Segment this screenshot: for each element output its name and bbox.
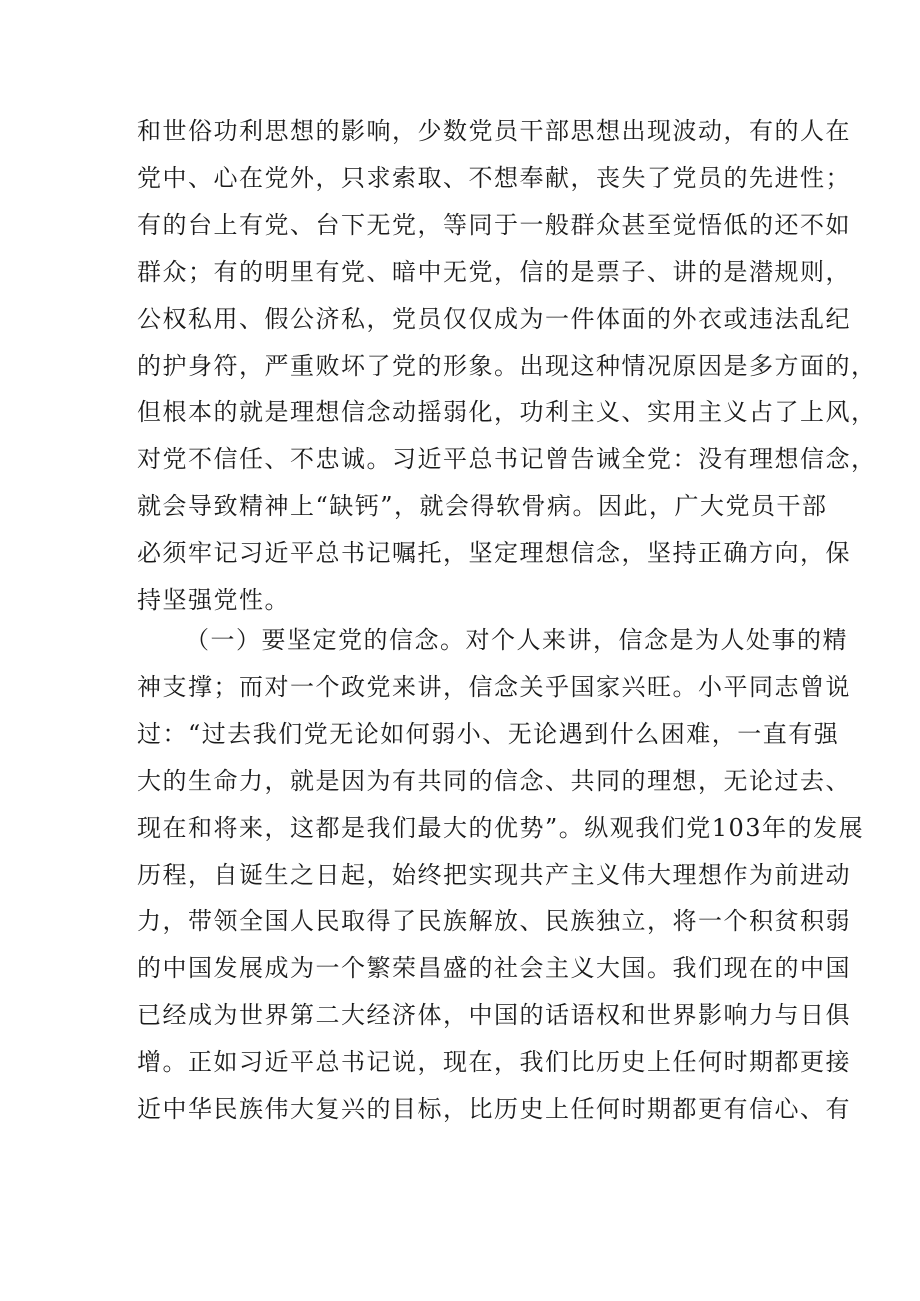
text-line: 必须牢记习近平总书记嘱托，坚定理想信念，坚持正确方向，保: [137, 539, 851, 568]
text-line: 党中、心在党外，只求索取、不想奉献，丧失了党员的先进性；: [137, 163, 851, 192]
text-line: 的护身符，严重败坏了党的形象。出现这种情况原因是多方面的，: [137, 351, 877, 380]
text-line: 公权私用、假公济私，党员仅仅成为一件体面的外衣或违法乱纪: [137, 304, 851, 333]
text-line: 力，带领全国人民取得了民族解放、民族独立，将一个积贫积弱: [137, 907, 851, 936]
text-line: （一）要坚定党的信念。对个人来讲，信念是为人处事的精: [185, 626, 848, 654]
body-paragraph-1: [137, 108, 877, 624]
text-line: 就会导致精神上“缺钙”，就会得软骨病。因此，广大党员干部: [137, 492, 828, 521]
body-paragraph-2: [137, 617, 865, 1133]
text-line: 对党不信任、不忠诚。习近平总书记曾告诫全党：没有理想信念，: [137, 445, 877, 474]
text-line: 和世俗功利思想的影响，少数党员干部思想出现波动，有的人在: [137, 117, 851, 145]
text-line: 持坚强党性。: [137, 586, 290, 615]
text-line: 已经成为世界第二大经济体，中国的话语权和世界影响力与日俱: [137, 1001, 851, 1030]
text-line: 神支撑；而对一个政党来讲，信念关乎国家兴旺。小平同志曾说: [137, 672, 851, 701]
text-line: 大的生命力，就是因为有共同的信念、共同的理想，无论过去、: [137, 766, 851, 795]
text-line: 群众；有的明里有党、暗中无党，信的是票子、讲的是潜规则，: [137, 257, 851, 286]
text-line: 有的台上有党、台下无党，等同于一般群众甚至觉悟低的还不如: [137, 210, 851, 239]
text-line: 过：“过去我们党无论如何弱小、无论遇到什么困难，一直有强: [137, 719, 840, 748]
text-line: 历程，自诞生之日起，始终把实现共产主义伟大理想作为前进动: [137, 860, 851, 889]
text-line: 的中国发展成为一个繁荣昌盛的社会主义大国。我们现在的中国: [137, 954, 851, 983]
text-line: 现在和将来，这都是我们最大的优势”。纵观我们党103年的发展: [137, 813, 865, 842]
text-line: 增。正如习近平总书记说，现在，我们比历史上任何时期都更接: [137, 1048, 851, 1077]
text-line: 但根本的就是理想信念动摇弱化，功利主义、实用主义占了上风，: [137, 398, 877, 427]
text-line: 近中华民族伟大复兴的目标，比历史上任何时期都更有信心、有: [137, 1095, 851, 1124]
